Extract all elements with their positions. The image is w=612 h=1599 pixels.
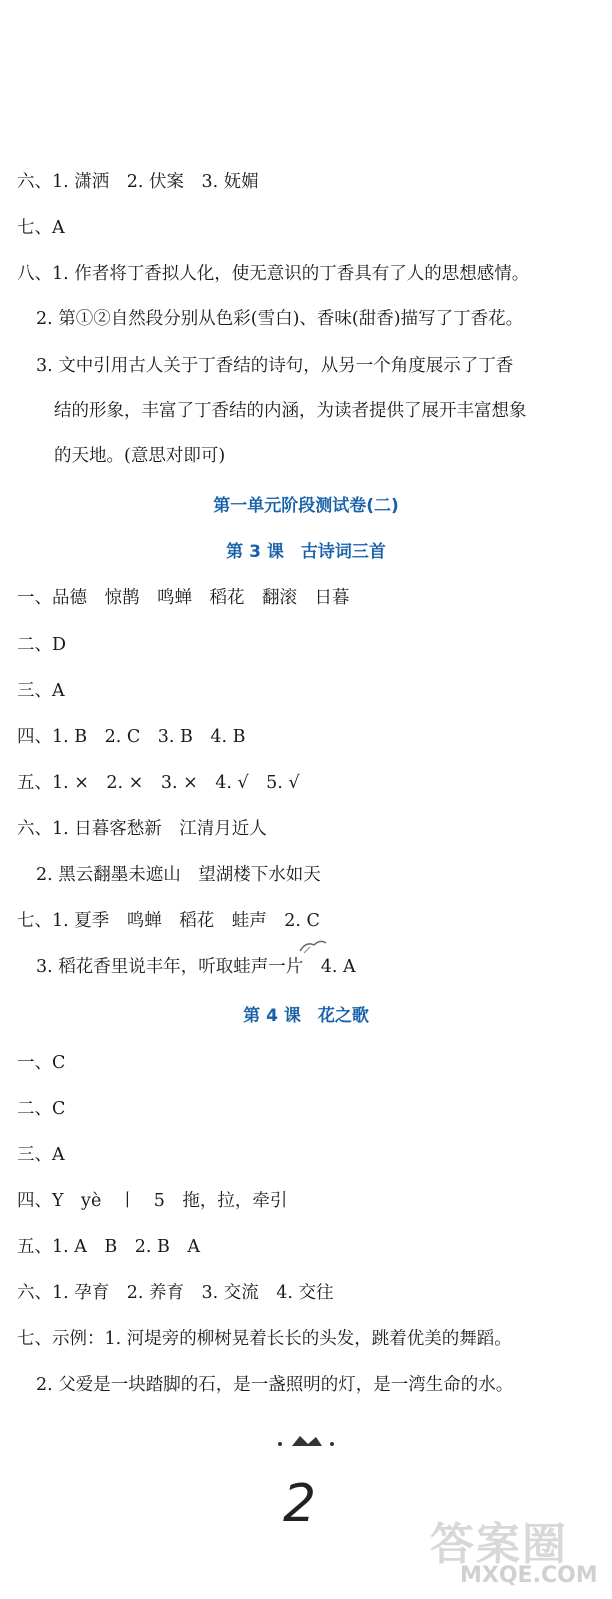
watermark-url: MXQE.COM xyxy=(460,1563,598,1588)
handwritten-page-number: 2 xyxy=(283,1474,317,1534)
l3-answer-3: 三、A xyxy=(17,681,65,701)
watermark-logo: 答案圈 xyxy=(430,1519,568,1570)
answer-line-8-2: 2. 第①②自然段分别从色彩(雪白)、香味(甜香)描写了丁香花。 xyxy=(36,309,524,329)
l4-answer-4: 四、Y yè 丨 5 拖，拉，牵引 xyxy=(17,1191,288,1211)
page-footer-ornament xyxy=(0,1432,612,1456)
answer-line-8-3-cont: 结的形象，丰富了丁香结的内涵，为读者提供了展开丰富想象 xyxy=(54,401,527,421)
book-ornament-icon xyxy=(266,1432,346,1452)
l4-answer-2: 二、C xyxy=(17,1099,66,1119)
ink-smudge-icon xyxy=(296,935,330,957)
section-title: 第一单元阶段测试卷(二) xyxy=(213,496,399,516)
l4-answer-6: 六、1. 孕育 2. 养育 3. 交流 4. 交往 xyxy=(17,1283,334,1303)
answer-line-8-3: 3. 文中引用古人关于丁香结的诗句，从另一个角度展示了丁香 xyxy=(36,356,514,376)
lesson-4-title: 第 4 课 花之歌 xyxy=(243,1006,369,1026)
l3-answer-6-1: 六、1. 日暮客愁新 江清月近人 xyxy=(17,819,267,839)
l3-answer-7-1: 七、1. 夏季 鸣蝉 稻花 蛙声 2. C xyxy=(17,911,320,931)
l4-answer-5: 五、1. A B 2. B A xyxy=(17,1237,201,1257)
l3-answer-2: 二、D xyxy=(17,635,67,655)
l4-answer-7-1: 七、示例：1. 河堤旁的柳树晃着长长的头发，跳着优美的舞蹈。 xyxy=(17,1329,512,1349)
l3-answer-6-2: 2. 黑云翻墨未遮山 望湖楼下水如天 xyxy=(36,865,321,885)
answer-line-6: 六、1. 潇洒 2. 伏案 3. 妩媚 xyxy=(17,172,259,192)
l3-answer-5: 五、1. × 2. × 3. × 4. √ 5. √ xyxy=(17,773,300,793)
answer-line-8-1: 八、1. 作者将丁香拟人化，使无意识的丁香具有了人的思想感情。 xyxy=(17,264,530,284)
l3-answer-1: 一、品德 惊鹊 鸣蝉 稻花 翻滚 日暮 xyxy=(17,588,350,608)
answer-line-8-3-end: 的天地。(意思对即可) xyxy=(54,446,226,466)
l3-answer-7-3: 3. 稻花香里说丰年，听取蛙声一片 4. A xyxy=(36,957,356,977)
l4-answer-3: 三、A xyxy=(17,1145,65,1165)
lesson-3-title: 第 3 课 古诗词三首 xyxy=(226,542,386,562)
l3-answer-4: 四、1. B 2. C 3. B 4. B xyxy=(17,727,246,747)
answer-line-7: 七、A xyxy=(17,218,65,238)
l4-answer-1: 一、C xyxy=(17,1053,66,1073)
l4-answer-7-2: 2. 父爱是一块踏脚的石，是一盏照明的灯，是一湾生命的水。 xyxy=(36,1375,514,1395)
